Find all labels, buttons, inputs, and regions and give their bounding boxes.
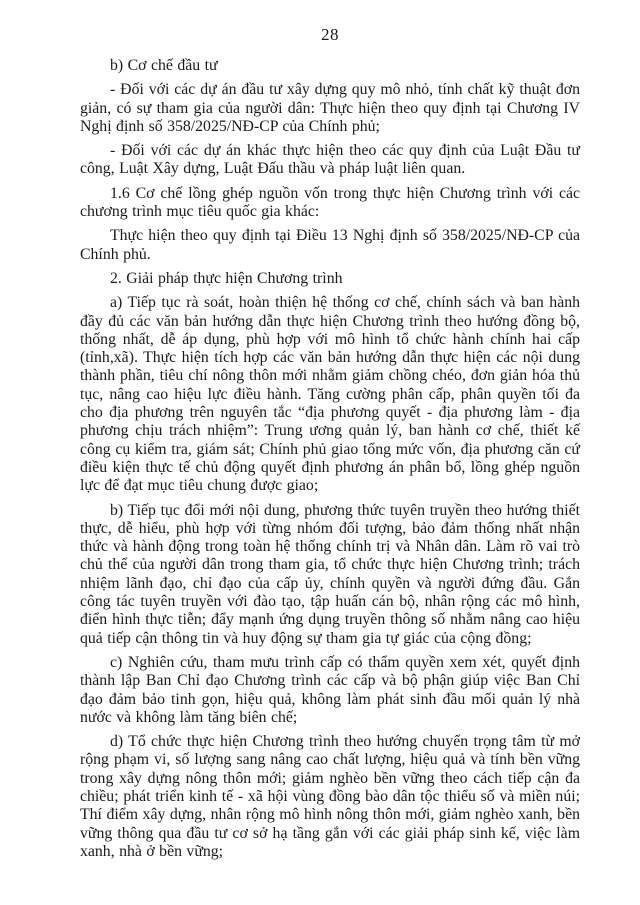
paragraph-solution-c-steering-committee: c) Nghiên cứu, tham mưu trình cấp có thẩm quyền xem xét, quyết định thành lập Ban Chỉ đạo Chương trình các cấp và bộ phận giúp việc Ban Chỉ đạo đảm bảo tinh gọn, hiệu quả, không làm phát sinh đầu mối quản lý nhà nước và không làm tăng biên chế; [80, 653, 580, 726]
paragraph-solution-d-implementation-focus: d) Tổ chức thực hiện Chương trình theo hướng chuyển trọng tâm từ mở rộng phạm vi, số lượng sang nâng cao chất lượng, hiệu quả và tính bền vững trong xây dựng nông thôn mới; giảm nghèo bền vững theo cách tiếp cận đa chiều; phát triển kinh tế - xã hội vùng đồng bào dân tộc thiểu số và miền núi; Thí điểm xây dựng, nhân rộng mô hình nông thôn mới, giảm nghèo xanh, bền vững thông qua đầu tư cơ sở hạ tầng gắn với các giải pháp sinh kế, việc làm xanh, nhà ở bền vững; [80, 733, 580, 860]
paragraph-solution-b-communication: b) Tiếp tục đổi mới nội dung, phương thức tuyên truyền theo hướng thiết thực, dễ hiểu, phù hợp với từng nhóm đối tượng, bảo đảm thống nhất nhận thức và hành động trong toàn hệ thống chính trị và Nhân dân. Làm rõ vai trò chủ thể của người dân trong tham gia, tổ chức thực hiện Chương trình; trách nhiệm lãnh đạo, chỉ đạo của cấp ủy, chính quyền và người đứng đầu. Gắn công tác tuyên truyền với đào tạo, tập huấn cán bộ, nhân rộng các mô hình, điển hình thực tiễn; đẩy mạnh ứng dụng truyền thông số nhằm nâng cao hiệu quả tiếp cận thông tin và huy động sự tham gia tự giác của cộng đồng; [80, 501, 580, 647]
paragraph-solution-a-review-documents: a) Tiếp tục rà soát, hoàn thiện hệ thống cơ chế, chính sách và ban hành đầy đủ các văn bản hướng dẫn thực hiện Chương trình theo hướng đồng bộ, thống nhất, dễ áp dụng, phù hợp với mô hình tổ chức hành chính hai cấp (tỉnh,xã). Thực hiện tích hợp các văn bản hướng dẫn thực hiện các nội dung thành phần, tiêu chí nông thôn mới nhằm giảm chồng chéo, đơn giản hóa thủ tục, nâng cao hiệu lực điều hành. Tăng cường phân cấp, phân quyền tối đa cho địa phương trên nguyên tắc “địa phương quyết - địa phương làm - địa phương chịu trách nhiệm”: Trung ương quản lý, ban hành cơ chế, thiết kế công cụ kiểm tra, giám sát; Chính phủ giao tổng mức vốn, địa phương căn cứ điều kiện thực tế chủ động quyết định phương án phân bổ, lồng ghép nguồn lực để đạt mục tiêu chung được giao; [80, 294, 580, 495]
paragraph-heading-2-solutions: 2. Giải pháp thực hiện Chương trình [110, 269, 343, 287]
paragraph-other-projects: - Đối với các dự án khác thực hiện theo các quy định của Luật Đầu tư công, Luật Xây dựng, Luật Đấu thầu và pháp luật liên quan. [80, 142, 580, 178]
paragraph-decree-article-13: Thực hiện theo quy định tại Điều 13 Nghị định số 358/2025/NĐ-CP của Chính phủ. [80, 227, 580, 263]
paragraph-heading-1-6-capital-integration: 1.6 Cơ chế lồng ghép nguồn vốn trong thực hiện Chương trình với các chương trình mục tiêu quốc gia khác: [80, 184, 580, 221]
page-number: 28 [321, 25, 339, 44]
paragraph-section-b-investment-mechanism: b) Cơ chế đầu tư [110, 57, 218, 74]
paragraph-small-scale-projects: - Đối với các dự án đầu tư xây dựng quy mô nhỏ, tính chất kỹ thuật đơn giản, có sự tham gia của người dân: Thực hiện theo quy định tại Chương IV Nghị định số 358/2025/NĐ-CP của Chính phủ; [80, 81, 580, 135]
